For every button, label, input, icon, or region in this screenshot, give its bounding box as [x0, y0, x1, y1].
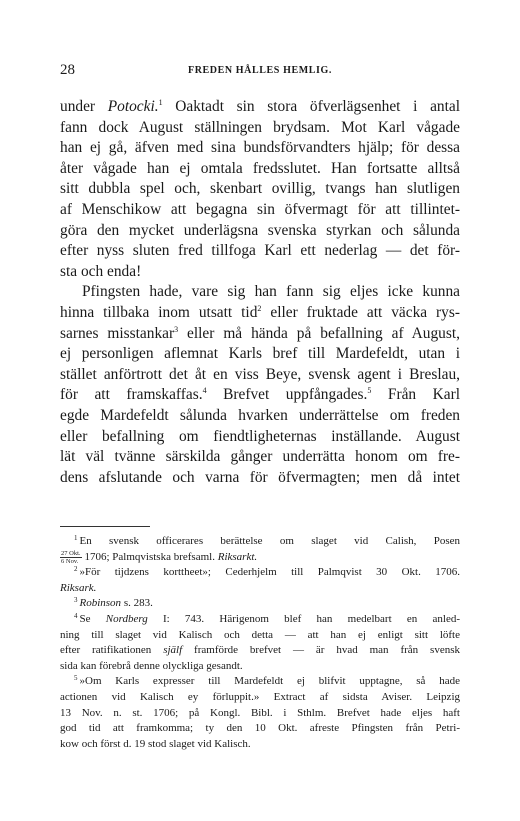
footnote-5-cont: kow och först d. 19 stod slaget vid Kalisch. [60, 737, 251, 750]
footnote-divider [60, 526, 150, 527]
text-line: göra den mycket underlägsna svenska styrkan och sålunda [60, 221, 460, 239]
footnote-ref: 3 [174, 324, 179, 334]
body-text [60, 97, 460, 488]
text-fragment: Oaktadt sin stora öfverlägsenhet i antal [162, 98, 460, 115]
text-line: ej personligen aflemnat Karls bref till Mardefeldt, utan i [60, 345, 460, 363]
footnote-5-cont: actionen vid Kalisch ey förluppit.» Extract af sidsta Aviser. Leipzig [60, 690, 460, 703]
text-line: dens afslutande och varna för öfvermagten; men då intet [60, 468, 460, 486]
text-line: eller befallning om fiendtligheternas inställande. August [60, 427, 460, 445]
text-line: han ej gå, äfven med sina bundsförvandters hjälp; för dessa [60, 139, 460, 157]
text-line [60, 385, 460, 406]
footnote-text: 1706; Palmqvistska brefsaml. [84, 550, 218, 563]
text-fragment: eller fruktade att väcka rys- [261, 303, 460, 321]
footnote-text: framförde brefvet — är hvad man från svensk [182, 644, 460, 657]
text-line [60, 97, 460, 118]
text-line: efter nyss sluten fred tillfoga Karl ett nederlag — det för- [60, 242, 460, 260]
footnote-4-cont: ning till slaget vid Kalisch och detta — att han ej enligt sitt löfte [60, 628, 460, 641]
footnote-text: I: 743. Härigenom blef han medelbart en anled- [147, 612, 460, 625]
footnote-text: »För tijdzens korttheet»; Cederhjelm till Palmqvist 30 Okt. 1706. [79, 566, 460, 579]
footnotes [60, 534, 460, 752]
text-line: lät väl tvänne särskilda gånger underrätta honom om fre- [60, 448, 460, 466]
footnote-italic: Riksarkt. [217, 550, 258, 563]
footnote-number: 4 [74, 611, 78, 620]
footnote-4-cont [60, 643, 460, 659]
page-header [60, 62, 460, 80]
footnote-number: 1 [74, 534, 78, 542]
text-line: egde Mardefeldt sålunda hvarken underrättelse om freden [60, 406, 460, 424]
footnote-ref: 1 [158, 98, 163, 107]
footnote-5-cont: 13 Nov. n. st. 1706; på Kongl. Bibl. i Sthlm. Brefvet hade eljes haft [60, 706, 460, 719]
running-title: FREDEN HÅLLES HEMLIG. [187, 65, 332, 76]
fraction-denominator: 6 Nov. [61, 557, 79, 565]
footnote-5-cont: god tid att framkomma; ty den 10 Okt. afreste Pfingsten från Petri- [60, 722, 460, 735]
footnote-5 [60, 674, 460, 690]
footnote-text: Se [79, 612, 106, 625]
footnote-text: »Om Karls expresser till Mardefeldt ej blifvit upptagne, så hade [79, 675, 460, 688]
text-line: af Menschikow att begagna sin öfvermagt för att tillintet- [60, 200, 460, 218]
text-fragment: under [60, 98, 108, 115]
footnote-2 [60, 565, 460, 581]
footnote-1-cont [60, 550, 460, 566]
text-fragment: Från Karl [371, 386, 460, 404]
text-line [60, 303, 460, 324]
text-fragment: sarnes misstankar [60, 324, 175, 342]
footnote-text: En svensk officerares berättelse om slaget vid Calish, Posen [79, 535, 460, 547]
footnote-italic: Robinson [79, 597, 122, 610]
footnote-number: 5 [74, 674, 78, 683]
text-line: sta och enda! [60, 262, 142, 280]
text-fragment: för att framskaffas. [60, 386, 203, 404]
text-line: Pfingsten hade, vare sig han fann sig eljes icke kunna [82, 283, 460, 301]
text-fragment: Brefvet uppfångades. [206, 386, 368, 404]
footnote-ref: 5 [367, 386, 372, 396]
footnote-4 [60, 612, 460, 628]
footnote-italic: Riksark. [60, 581, 97, 594]
footnote-text: efter ratifikationen [60, 644, 164, 657]
footnote-number: 3 [74, 596, 78, 605]
footnote-1 [60, 534, 460, 550]
fraction-numerator: 27 Okt. [61, 549, 81, 557]
text-line: fann dock August ställningen brydsam. Mot Karl vågade [60, 118, 460, 136]
date-fraction [60, 550, 82, 565]
text-fragment: hinna tillbaka inom utsatt tid [60, 303, 258, 321]
footnote-ref: 4 [202, 386, 207, 396]
text-line: sitt dubbla spel och, skenbart ovillig, tvangs han slutligen [60, 180, 460, 198]
footnote-2-cont [60, 581, 460, 597]
text-line [60, 324, 460, 345]
footnote-italic: Nordberg [105, 612, 148, 625]
italic-name: Potocki. [107, 98, 159, 115]
footnote-ref: 2 [257, 303, 262, 313]
footnote-3 [60, 596, 460, 612]
footnote-text: s. 283. [121, 597, 153, 610]
page-number: 28 [60, 62, 75, 78]
footnote-italic: själf [163, 644, 183, 657]
text-fragment: eller må hända på befallning af August, [178, 324, 460, 342]
text-line: åter vågade han ej omtala fredsslutet. Han fortsatte alltså [60, 159, 460, 177]
footnote-4-cont: sida kan förebrå denne olyckliga gesandt. [60, 659, 243, 672]
footnote-number: 2 [74, 565, 78, 574]
text-line: stället anförtrott det åt en viss Beye, svensk agent i Breslau, [60, 365, 460, 383]
